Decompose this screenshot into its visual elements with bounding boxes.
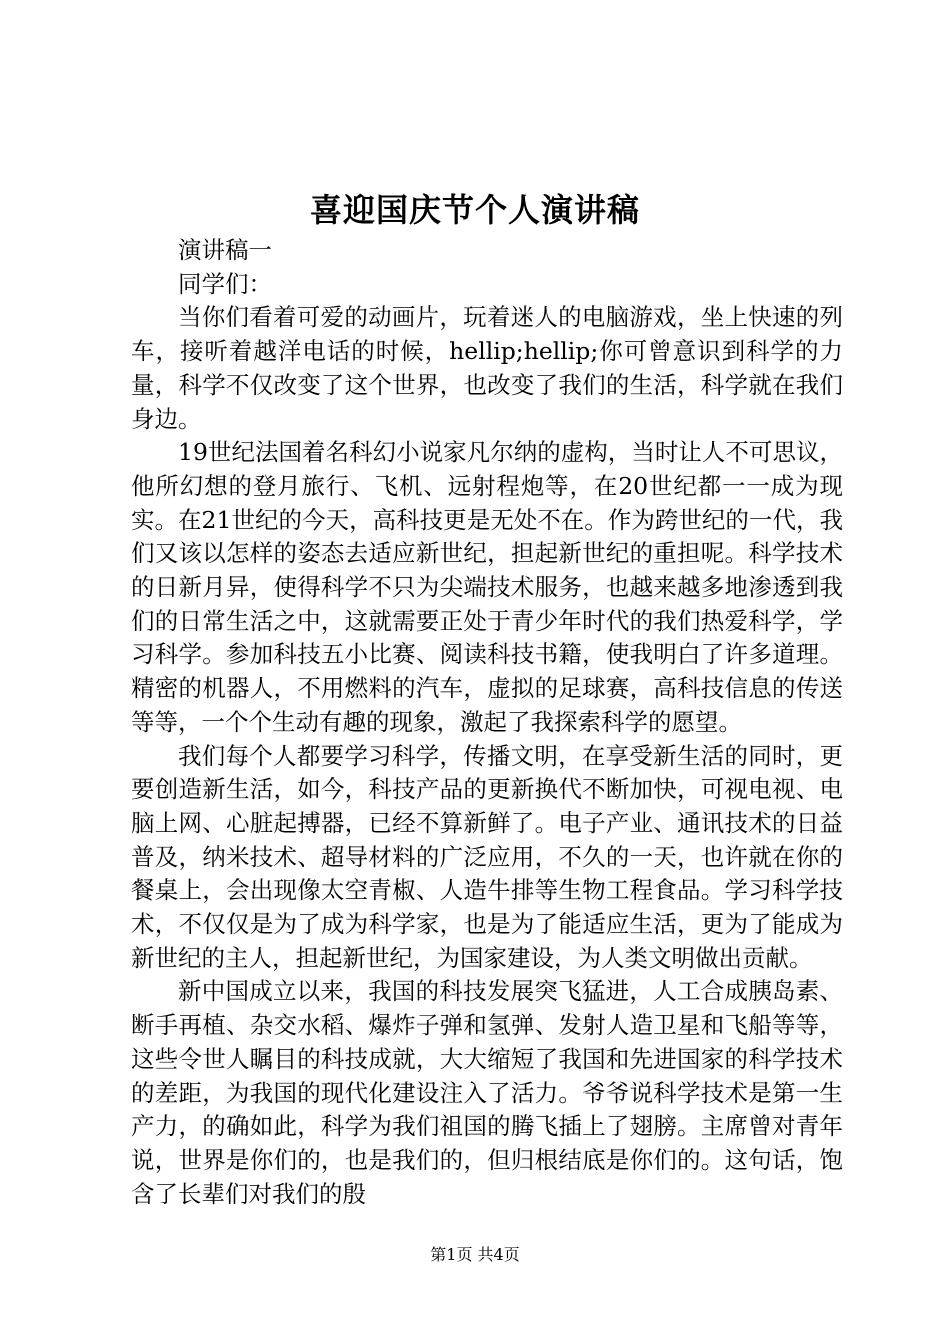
body-paragraph: 我们每个人都要学习科学，传播文明，在享受新生活的同时，更要创造新生活，如今，科技产品的更新换代不断加快，可视电视、电脑上网、心脏起搏器，已经不算新鲜了。电子产业、通讯技术的日益普及，纳米技术、超导材料的广泛应用，不久的一天，也许就在你的餐桌上，会出现像太空青椒、人造牛排等生物工程食品。学习科学技术，不仅仅是为了成为科学家，也是为了能适应生活，更为了能成为新世纪的主人，担起新世纪，为国家建设，为人类文明做出贡献。 xyxy=(131,741,843,972)
body-paragraph: 当你们看着可爱的动画片，玩着迷人的电脑游戏，坐上快速的列车，接听着越洋电话的时候，hellip;hellip;你可曾意识到科学的力量，科学不仅改变了这个世界，也改变了我们的生活，科学就在我们身边。 xyxy=(131,303,843,433)
salutation: 同学们： xyxy=(178,269,272,298)
document-title: 喜迎国庆节个人演讲稿 xyxy=(309,191,640,229)
page-footer: 第1页 共4页 xyxy=(430,1245,520,1264)
body-paragraph: 新中国成立以来，我国的科技发展突飞猛进，人工合成胰岛素、断手再植、杂交水稻、爆炸子弹和氢弹、发射人造卫星和飞船等等，这些令世人瞩目的科技成就，大大缩短了我国和先进国家的科学技术的差距，为我国的现代化建设注入了活力。爷爷说科学技术是第一生产力，的确如此，科学为我们祖国的腾飞插上了翅膀。主席曾对青年说，世界是你们的，也是我们的，但归根结底是你们的。这句话，饱含了长辈们对我们的殷 xyxy=(131,977,843,1208)
document-body xyxy=(131,234,843,1211)
section-heading: 演讲稿一 xyxy=(178,236,272,264)
body-paragraph: 19世纪法国着名科幻小说家凡尔纳的虚构，当时让人不可思议，他所幻想的登月旅行、飞机、远射程炮等，在20世纪都一一成为现实。在21世纪的今天，高科技更是无处不在。作为跨世纪的一代，我们又该以怎样的姿态去适应新世纪，担起新世纪的重担呢。科学技术的日新月异，使得科学不只为尖端技术服务，也越来越多地渗透到我们的日常生活之中，这就需要正处于青少年时代的我们热爱科学，学习科学。参加科技五小比赛、阅读科技书籍，使我明白了许多道理。精密的机器人，不用燃料的汽车，虚拟的足球赛，高科技信息的传送等等，一个个生动有趣的现象，激起了我探索科学的愿望。 xyxy=(131,438,843,736)
